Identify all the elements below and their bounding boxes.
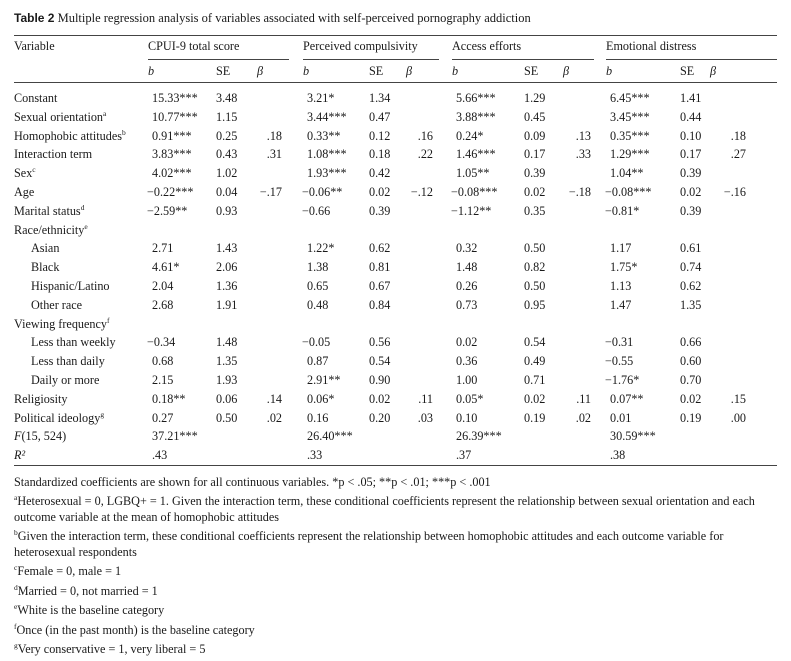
cell-b: −0.31 xyxy=(605,335,634,350)
cell-se: 0.49 xyxy=(524,354,546,369)
row-label: Black xyxy=(31,260,60,275)
cell-beta: −.18 xyxy=(568,185,591,199)
cell-b: 2.68 xyxy=(152,297,174,312)
cell-se: 0.02 xyxy=(524,391,546,406)
footnote: $^c$Female = 0, male = 1 xyxy=(14,563,122,579)
row-label: F(15, 524) xyxy=(14,429,67,444)
cell-se: 0.67 xyxy=(369,279,391,293)
cell-b: 0.91*** xyxy=(152,128,192,143)
cell-se: 0.25 xyxy=(216,128,238,143)
footnote: $^g$Very conservative = 1, very liberal = 5 xyxy=(14,640,206,656)
cell-se: 0.84 xyxy=(369,297,391,312)
cell-b: 0.35*** xyxy=(610,128,650,143)
cell-b: −1.12** xyxy=(451,203,492,218)
header-b: b xyxy=(606,64,613,78)
cell-se: 0.60 xyxy=(680,354,702,369)
cell-b: 26.39*** xyxy=(456,429,502,444)
header-se: SE xyxy=(216,64,231,78)
cell-se: 0.81 xyxy=(369,260,391,275)
row-label: Interaction term xyxy=(14,147,93,162)
cell-b: 0.26 xyxy=(456,279,478,293)
cell-se: 2.06 xyxy=(216,260,238,275)
row-label: Asian xyxy=(31,241,60,256)
cell-b: 15.33*** xyxy=(152,91,198,105)
cell-se: 0.95 xyxy=(524,297,546,312)
cell-b: 5.66*** xyxy=(456,91,496,105)
cell-b: 1.48 xyxy=(456,260,478,275)
group-rule-3 xyxy=(452,59,594,60)
cell-se: 0.17 xyxy=(524,147,546,162)
cell-b: 3.44*** xyxy=(307,109,347,124)
cell-se: 0.62 xyxy=(369,241,391,256)
cell-b: 0.48 xyxy=(307,297,329,312)
cell-beta: −.16 xyxy=(723,185,746,199)
cell-se: 0.61 xyxy=(680,241,702,256)
cell-se: 0.19 xyxy=(680,410,702,425)
cell-b: 37.21*** xyxy=(152,429,198,444)
cell-b: 0.36 xyxy=(456,354,478,369)
table-footnotes xyxy=(14,475,774,661)
cell-se: 0.06 xyxy=(216,391,238,406)
cell-se: 0.02 xyxy=(369,391,391,406)
cell-b: 2.15 xyxy=(152,373,174,387)
cell-beta: .18 xyxy=(266,128,282,143)
cell-se: 3.48 xyxy=(216,91,238,105)
cell-se: 0.19 xyxy=(524,410,546,425)
row-label: Sexual orientation$^a$ xyxy=(14,108,107,124)
row-label: Other race xyxy=(31,297,83,312)
cell-se: 0.18 xyxy=(369,147,391,162)
cell-b: 4.61* xyxy=(152,260,180,275)
cell-se: 0.10 xyxy=(680,128,702,143)
header-se: SE xyxy=(369,64,384,78)
cell-beta: −.17 xyxy=(259,185,282,199)
cell-se: 1.43 xyxy=(216,241,238,256)
cell-beta: .14 xyxy=(266,391,282,406)
cell-b: 0.18** xyxy=(152,391,186,406)
cell-b: 3.83*** xyxy=(152,147,192,162)
cell-b: 0.02 xyxy=(456,335,478,350)
cell-se: 0.39 xyxy=(680,203,702,218)
header-se: SE xyxy=(680,64,695,78)
cell-se: 0.39 xyxy=(680,166,702,181)
cell-b: −1.76* xyxy=(605,373,640,387)
footnote: $^e$White is the baseline category xyxy=(14,602,165,618)
row-label: Religiosity xyxy=(14,391,68,406)
cell-b: −0.08*** xyxy=(605,185,652,199)
header-b: b xyxy=(303,64,310,78)
footnote: Standardized coefficients are shown for all continuous variables. *p < .05; **p < .01; ***p < .001 xyxy=(14,475,491,489)
footnote: $^b$Given the interaction term, these conditional coefficients represent the relationship between homophobic attitudes and each outcome variable for heterosexual respondents xyxy=(14,528,724,559)
cell-beta: −.12 xyxy=(410,185,433,199)
cell-se: 0.02 xyxy=(680,391,702,406)
cell-se: 1.41 xyxy=(680,91,702,105)
cell-se: 0.44 xyxy=(680,109,702,124)
cell-se: 0.50 xyxy=(524,241,546,256)
cell-b: −0.55 xyxy=(605,354,634,369)
top-rule xyxy=(14,35,777,36)
cell-se: 0.90 xyxy=(369,373,391,387)
cell-beta: .11 xyxy=(576,391,591,406)
cell-se: 0.66 xyxy=(680,335,702,350)
cell-se: 0.50 xyxy=(216,410,238,425)
header-variable: Variable xyxy=(14,39,55,53)
row-label: R² xyxy=(14,448,26,463)
cell-se: 0.09 xyxy=(524,128,546,143)
footnote: $^a$Heterosexual = 0, LGBQ+ = 1. Given the interaction term, these conditional coefficients represent the relationship between sexual orientation and each outcome variable at the mean of homophobic attitudes xyxy=(14,493,755,524)
row-label: Homophobic attitudes$^b$ xyxy=(14,127,126,143)
cell-se: 0.17 xyxy=(680,147,702,162)
cell-se: 1.35 xyxy=(216,354,238,369)
cell-se: 0.04 xyxy=(216,185,238,199)
row-label: Hispanic/Latino xyxy=(31,279,110,293)
row-label: Age xyxy=(14,185,35,199)
cell-se: 1.35 xyxy=(680,297,702,312)
cell-b: 2.04 xyxy=(152,279,174,293)
cell-b: 0.24* xyxy=(456,128,484,143)
cell-b: 3.21* xyxy=(307,91,335,105)
cell-b: 1.75* xyxy=(610,260,638,275)
cell-b: 2.91** xyxy=(307,373,341,387)
cell-se: 0.45 xyxy=(524,109,546,124)
cell-b: −0.22*** xyxy=(147,185,194,199)
header-rule xyxy=(14,82,777,83)
cell-b: −0.05 xyxy=(302,335,331,350)
cell-se: 1.91 xyxy=(216,297,238,312)
row-label: Race/ethnicity$^e$ xyxy=(14,221,88,237)
cell-b: −2.59** xyxy=(147,203,188,218)
row-label: Political ideology$^g$ xyxy=(14,409,105,425)
cell-b: 10.77*** xyxy=(152,109,198,124)
header-b: b xyxy=(148,64,155,78)
cell-b: 1.04** xyxy=(610,166,644,181)
cell-beta: .31 xyxy=(266,147,282,162)
header-group: CPUI-9 total score xyxy=(148,39,240,53)
cell-se: 0.42 xyxy=(369,166,391,181)
cell-b: 0.68 xyxy=(152,354,174,369)
row-label: Less than daily xyxy=(31,354,105,369)
cell-b: −0.81* xyxy=(605,203,640,218)
cell-b: 0.65 xyxy=(307,279,329,293)
cell-b: 0.01 xyxy=(610,410,632,425)
cell-se: 0.47 xyxy=(369,109,391,124)
cell-se: 0.62 xyxy=(680,279,702,293)
cell-se: 0.35 xyxy=(524,203,546,218)
cell-beta: .18 xyxy=(730,128,746,143)
cell-b: 1.38 xyxy=(307,260,329,275)
cell-beta: .13 xyxy=(575,128,591,143)
bottom-rule xyxy=(14,465,777,466)
cell-se: 0.39 xyxy=(369,203,391,218)
cell-se: 1.02 xyxy=(216,166,238,181)
cell-se: 0.02 xyxy=(369,185,391,199)
cell-b: −0.08*** xyxy=(451,185,498,199)
cell-b: 4.02*** xyxy=(152,166,192,181)
cell-se: 0.71 xyxy=(524,373,546,387)
cell-se: 1.34 xyxy=(369,91,391,105)
cell-b: 1.29*** xyxy=(610,147,650,162)
cell-se: 0.82 xyxy=(524,260,546,275)
cell-b: 0.10 xyxy=(456,410,478,425)
cell-b: 0.05* xyxy=(456,391,484,406)
cell-b: 1.00 xyxy=(456,373,478,387)
cell-b: 0.32 xyxy=(456,241,478,256)
cell-beta: .00 xyxy=(730,410,746,425)
cell-b: 1.13 xyxy=(610,279,632,293)
header-beta: β xyxy=(257,64,264,78)
header-group: Access efforts xyxy=(452,39,522,53)
cell-b: 0.73 xyxy=(456,297,478,312)
cell-se: 0.12 xyxy=(369,128,391,143)
header-group: Emotional distress xyxy=(606,39,697,53)
cell-b: 6.45*** xyxy=(610,91,650,105)
cell-se: 0.54 xyxy=(524,335,546,350)
cell-beta: .27 xyxy=(730,147,746,162)
table-caption xyxy=(14,11,531,26)
cell-beta: .11 xyxy=(418,391,433,406)
cell-se: 0.02 xyxy=(524,185,546,199)
cell-b: 1.93*** xyxy=(307,166,347,181)
cell-b: 26.40*** xyxy=(307,429,353,444)
cell-b: 30.59*** xyxy=(610,429,656,444)
cell-se: 1.48 xyxy=(216,335,238,350)
cell-b: 0.07** xyxy=(610,391,644,406)
cell-b: 2.71 xyxy=(152,241,174,256)
cell-b: 1.22* xyxy=(307,241,335,256)
cell-b: 0.06* xyxy=(307,391,335,406)
cell-beta: .02 xyxy=(266,410,282,425)
group-rule-4 xyxy=(606,59,777,60)
row-label: Sex$^c$ xyxy=(14,165,36,181)
cell-se: 0.20 xyxy=(369,410,391,425)
table-label: Table 2 xyxy=(14,11,55,25)
header-beta: β xyxy=(710,64,717,78)
header-beta: β xyxy=(563,64,570,78)
cell-beta: .33 xyxy=(575,147,591,162)
row-label: Constant xyxy=(14,91,58,105)
cell-beta: .02 xyxy=(575,410,591,425)
cell-b: .37 xyxy=(456,448,472,463)
cell-b: 1.05** xyxy=(456,166,490,181)
cell-se: 0.93 xyxy=(216,203,238,218)
cell-se: 0.56 xyxy=(369,335,391,350)
cell-se: 0.74 xyxy=(680,260,702,275)
header-b: b xyxy=(452,64,459,78)
row-label: Less than weekly xyxy=(31,335,116,350)
cell-beta: .16 xyxy=(417,128,433,143)
group-rule-2 xyxy=(303,59,439,60)
cell-se: 0.39 xyxy=(524,166,546,181)
cell-beta: .15 xyxy=(730,391,746,406)
header-se: SE xyxy=(524,64,539,78)
cell-beta: .03 xyxy=(417,410,433,425)
cell-se: 0.50 xyxy=(524,279,546,293)
cell-b: .43 xyxy=(152,448,168,463)
cell-b: 0.16 xyxy=(307,410,329,425)
cell-b: −0.34 xyxy=(147,335,176,350)
cell-se: 1.29 xyxy=(524,91,546,105)
row-label: Marital status$^d$ xyxy=(14,202,85,218)
cell-b: .38 xyxy=(610,448,626,463)
cell-b: 1.46*** xyxy=(456,147,496,162)
cell-b: −0.06** xyxy=(302,185,343,199)
cell-se: 0.54 xyxy=(369,354,391,369)
table-title: Multiple regression analysis of variables associated with self-perceived pornography addiction xyxy=(57,11,531,25)
cell-beta: .22 xyxy=(417,147,433,162)
cell-b: 3.45*** xyxy=(610,109,650,124)
cell-b: 1.47 xyxy=(610,297,632,312)
row-label: Viewing frequency$^f$ xyxy=(14,315,110,331)
header-beta: β xyxy=(406,64,413,78)
footnote: $^d$Married = 0, not married = 1 xyxy=(14,582,158,598)
cell-se: 0.02 xyxy=(680,185,702,199)
cell-b: 1.17 xyxy=(610,241,632,256)
cell-b: 0.27 xyxy=(152,410,174,425)
cell-se: 1.36 xyxy=(216,279,238,293)
cell-se: 1.15 xyxy=(216,109,238,124)
group-rule-1 xyxy=(148,59,289,60)
cell-b: .33 xyxy=(307,448,323,463)
cell-b: −0.66 xyxy=(302,203,331,218)
row-label: Daily or more xyxy=(31,373,100,387)
header-group: Perceived compulsivity xyxy=(303,39,418,53)
cell-b: 1.08*** xyxy=(307,147,347,162)
footnote: $^f$Once (in the past month) is the baseline category xyxy=(14,621,255,637)
cell-se: 1.93 xyxy=(216,373,238,387)
cell-se: 0.43 xyxy=(216,147,238,162)
cell-se: 0.70 xyxy=(680,373,702,387)
cell-b: 0.87 xyxy=(307,354,329,369)
cell-b: 0.33** xyxy=(307,128,341,143)
cell-b: 3.88*** xyxy=(456,109,496,124)
